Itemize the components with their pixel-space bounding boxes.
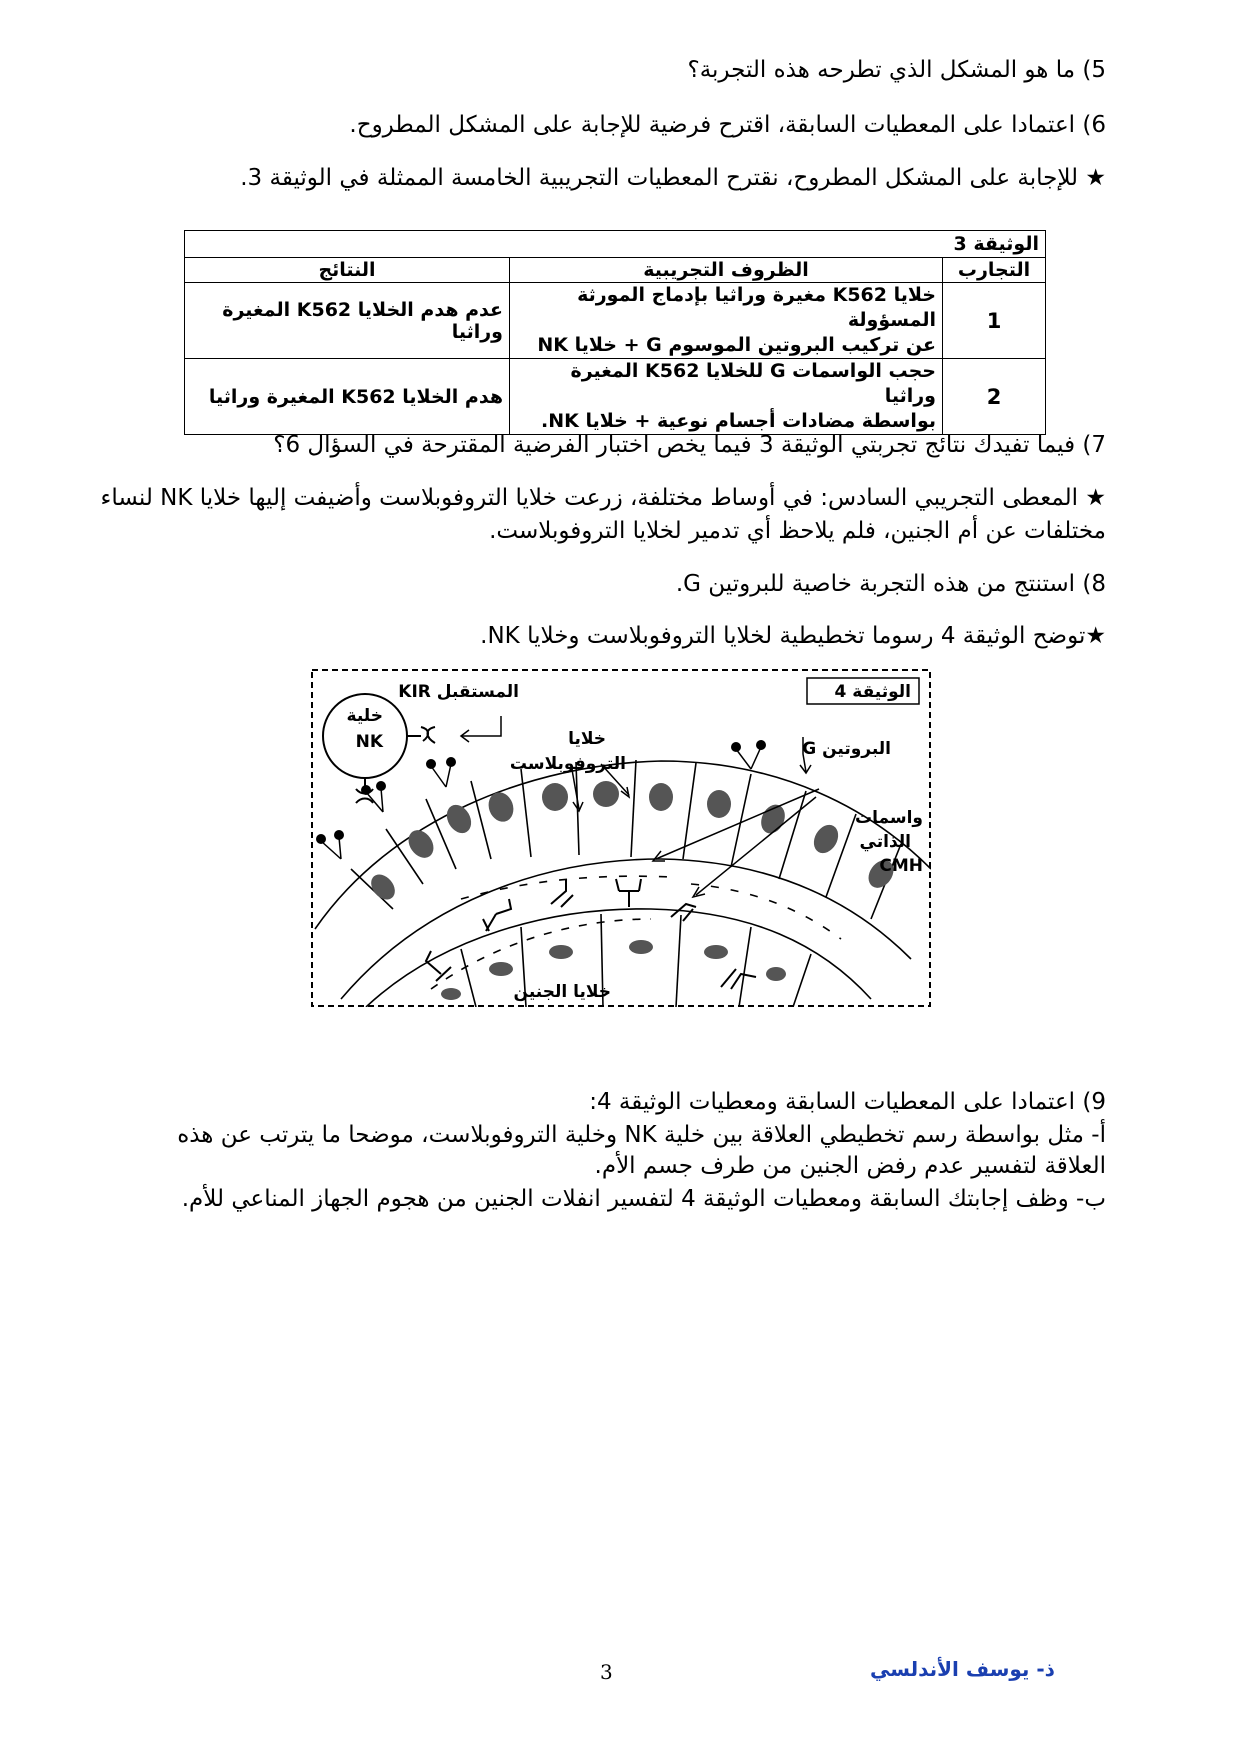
question-6: 6) اعتمادا على المعطيات السابقة، اقترح فرضية للإجابة على المشكل المطروح. [349,112,1106,138]
question-9a-line2: العلاقة لتفسير عدم رفض الجنين من طرف جسم الأم. [594,1153,1106,1179]
row-conditions-line2: عن تركيب البروتين الموسوم G + خلايا NK [537,334,936,356]
sixth-data-line1: ★ المعطى التجريبي السادس: في أوساط مختلفة، زرعت خلايا التروفوبلاست وأضيفت إليها خلايا NK لنساء [100,485,1106,511]
kir-receptor-label: المستقبل KIR [398,682,519,702]
embryo-cells-label: خلايا الجنين [513,982,611,1002]
author-name: ذ- يوسف الأندلسي [870,1657,1055,1681]
row-number: 1 [943,283,1046,359]
nk-cell-label-2: NK [355,732,383,752]
question-9: 9) اعتمادا على المعطيات السابقة ومعطيات الوثيقة 4: [589,1089,1106,1115]
cmh-label-1: واسمات [855,808,923,828]
question-8: 8) استنتج من هذه التجربة خاصية للبروتين G. [675,571,1106,597]
nk-cell-label-1: خلية [346,706,383,726]
sixth-data-line2: مختلفات عن أم الجنين، فلم يلاحظ أي تدمير لخلايا التروفوبلاست. [489,518,1106,544]
doc4-title: الوثيقة 4 [834,682,911,702]
row-result: عدم هدم الخلايا K562 المغيرة وراثيا [185,283,510,359]
question-7: 7) فيما تفيدك نتائج تجربتي الوثيقة 3 فيما يخص اختبار الفرضية المقترحة في السؤال 6؟ [273,432,1106,458]
header-experiments: التجارب [943,258,1046,283]
row-conditions [510,283,943,359]
doc4-figure [311,669,931,1007]
protein-g-label: البروتين G [802,739,891,759]
row-result: هدم الخلايا K562 المغيرة وراثيا [185,359,510,435]
header-results: النتائج [185,258,510,283]
trophoblast-label-2: التروفوبلاست [509,754,626,774]
trophoblast-label-1: خلايا [568,729,606,749]
table-row [185,359,1046,435]
row-conditions [510,359,943,435]
page-number: 3 [600,1660,613,1684]
row-conditions-line1: خلايا K562 مغيرة وراثيا بإدماج المورثة المسؤولة [577,284,936,331]
doc3-title: الوثيقة 3 [185,231,1046,258]
question-5: 5) ما هو المشكل الذي تطرحه هذه التجربة؟ [687,57,1106,83]
doc4-intro: ★توضح الوثيقة 4 رسوما تخطيطية لخلايا التروفوبلاست وخلايا NK. [480,623,1106,649]
header-conditions: الظروف التجريبية [510,258,943,283]
question-9b: ب- وظف إجابتك السابقة ومعطيات الوثيقة 4 لتفسير انفلات الجنين من هجوم الجهاز المناعي للأم. [181,1186,1106,1212]
row-number: 2 [943,359,1046,435]
doc3-table [184,230,1046,435]
doc3-intro: ★ للإجابة على المشكل المطروح، نقترح المعطيات التجريبية الخامسة الممثلة في الوثيقة 3. [240,165,1106,191]
cmh-label-2: الذاتي [859,832,911,852]
table-row [185,283,1046,359]
cmh-label-3: CMH [879,856,923,876]
row-conditions-line2: بواسطة مضادات أجسام نوعية + خلايا NK. [541,410,936,432]
row-conditions-line1: حجب الواسمات G للخلايا K562 المغيرة وراثيا [570,360,936,407]
question-9a-line1: أ- مثل بواسطة رسم تخطيطي العلاقة بين خلية NK وخلية التروفوبلاست، موضحا ما يترتب عن هذه [177,1122,1106,1148]
